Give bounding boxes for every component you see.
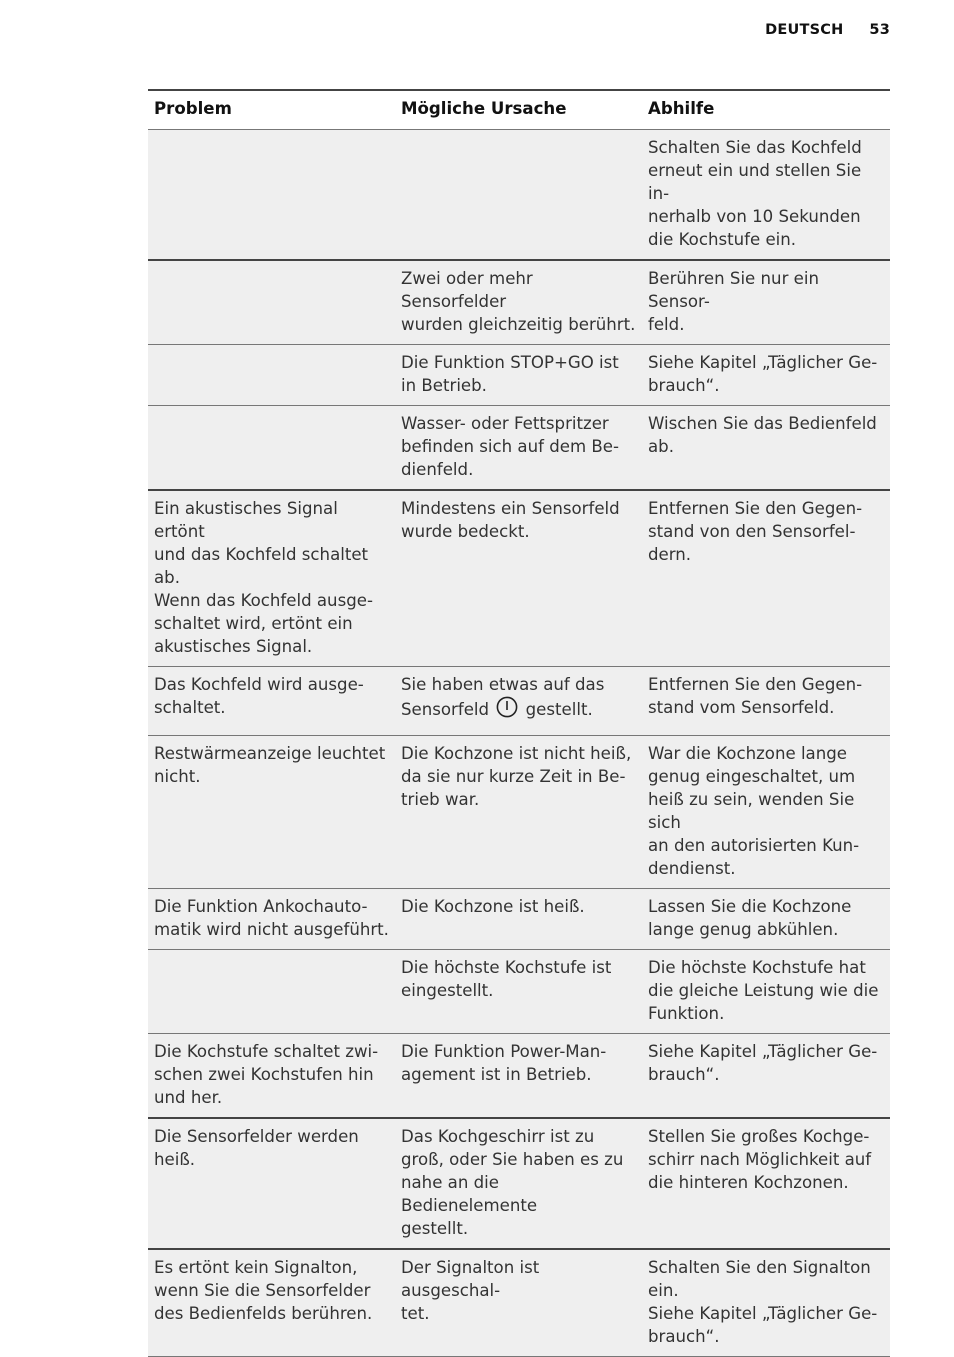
cell-problem bbox=[148, 950, 395, 1034]
cell-problem bbox=[148, 260, 395, 345]
cell-cause bbox=[395, 667, 642, 736]
table-row bbox=[148, 260, 890, 345]
cell-remedy: Die höchste Kochstufe hat die gleiche Leistung wie die Funktion. bbox=[642, 950, 890, 1034]
cell-problem: Die Kochstufe schaltet zwi- schen zwei Kochstufen hin und her. bbox=[148, 1034, 395, 1119]
cause-line-1: Sie haben etwas auf das bbox=[401, 675, 605, 694]
cell-cause: Die Kochzone ist heiß. bbox=[395, 889, 642, 950]
cell-cause: Der Signalton ist ausgeschal- tet. bbox=[395, 1249, 642, 1357]
cell-remedy: Entfernen Sie den Gegen- stand von den Sensorfel- dern. bbox=[642, 490, 890, 667]
cell-problem bbox=[148, 345, 395, 406]
cell-cause: Mindestens ein Sensorfeld wurde bedeckt. bbox=[395, 490, 642, 667]
cell-remedy: Siehe Kapitel „Täglicher Ge- brauch“. bbox=[642, 1034, 890, 1119]
table-row bbox=[148, 1034, 890, 1119]
troubleshooting-table bbox=[148, 89, 890, 1357]
cell-cause: Wasser- oder Fettspritzer befinden sich auf dem Be- dienfeld. bbox=[395, 406, 642, 491]
column-header-cause: Mögliche Ursache bbox=[395, 90, 642, 130]
cause-text-post: gestellt. bbox=[525, 700, 593, 719]
cell-problem: Die Funktion Ankochauto- matik wird nicht ausgeführt. bbox=[148, 889, 395, 950]
cell-cause: Zwei oder mehr Sensorfelder wurden gleichzeitig berührt. bbox=[395, 260, 642, 345]
cell-problem: Die Sensorfelder werden heiß. bbox=[148, 1118, 395, 1249]
cell-cause bbox=[395, 130, 642, 261]
cell-problem: Das Kochfeld wird ausge- schaltet. bbox=[148, 667, 395, 736]
cell-problem bbox=[148, 406, 395, 491]
table-row bbox=[148, 345, 890, 406]
cell-remedy: Siehe Kapitel „Täglicher Ge- brauch“. bbox=[642, 345, 890, 406]
cell-problem: Es ertönt kein Signalton, wenn Sie die Sensorfelder des Bedienfelds berühren. bbox=[148, 1249, 395, 1357]
page-header bbox=[765, 22, 890, 38]
table-row bbox=[148, 889, 890, 950]
page-number: 53 bbox=[869, 22, 890, 38]
table-row bbox=[148, 130, 890, 261]
cause-line-2 bbox=[401, 700, 593, 719]
cell-cause: Die Kochzone ist nicht heiß, da sie nur kurze Zeit in Be- trieb war. bbox=[395, 736, 642, 889]
cell-cause: Die Funktion Power-Man- agement ist in Betrieb. bbox=[395, 1034, 642, 1119]
cell-remedy: Stellen Sie großes Kochge- schirr nach Möglichkeit auf die hinteren Kochzonen. bbox=[642, 1118, 890, 1249]
cell-remedy: War die Kochzone lange genug eingeschaltet, um heiß zu sein, wenden Sie sich an den autorisierten Kun- dendienst. bbox=[642, 736, 890, 889]
cell-cause: Die Funktion STOP+GO ist in Betrieb. bbox=[395, 345, 642, 406]
cell-cause: Die höchste Kochstufe ist eingestellt. bbox=[395, 950, 642, 1034]
column-header-remedy: Abhilfe bbox=[642, 90, 890, 130]
table-row bbox=[148, 1118, 890, 1249]
cell-cause: Das Kochgeschirr ist zu groß, oder Sie haben es zu nahe an die Bedienelemente gestellt. bbox=[395, 1118, 642, 1249]
cell-problem: Restwärmeanzeige leuchtet nicht. bbox=[148, 736, 395, 889]
table-row bbox=[148, 1249, 890, 1357]
table-row bbox=[148, 490, 890, 667]
table-row bbox=[148, 406, 890, 491]
cell-remedy: Schalten Sie den Signalton ein. Siehe Kapitel „Täglicher Ge- brauch“. bbox=[642, 1249, 890, 1357]
power-icon bbox=[496, 696, 518, 718]
cell-remedy: Berühren Sie nur ein Sensor- feld. bbox=[642, 260, 890, 345]
cell-problem bbox=[148, 130, 395, 261]
cell-remedy: Entfernen Sie den Gegen- stand vom Sensorfeld. bbox=[642, 667, 890, 736]
cause-text-pre: Sensorfeld bbox=[401, 700, 490, 719]
table-row bbox=[148, 736, 890, 889]
cell-problem: Ein akustisches Signal ertönt und das Kochfeld schaltet ab. Wenn das Kochfeld ausge- schaltet wird, ertönt ein akustisches Signal. bbox=[148, 490, 395, 667]
column-header-problem: Problem bbox=[148, 90, 395, 130]
cell-remedy: Lassen Sie die Kochzone lange genug abkühlen. bbox=[642, 889, 890, 950]
table-row bbox=[148, 667, 890, 736]
cell-remedy: Wischen Sie das Bedienfeld ab. bbox=[642, 406, 890, 491]
table-row bbox=[148, 950, 890, 1034]
cell-remedy: Schalten Sie das Kochfeld erneut ein und stellen Sie in- nerhalb von 10 Sekunden die Kochstufe ein. bbox=[642, 130, 890, 261]
language-label: DEUTSCH bbox=[765, 22, 844, 38]
table-header-row bbox=[148, 90, 890, 130]
